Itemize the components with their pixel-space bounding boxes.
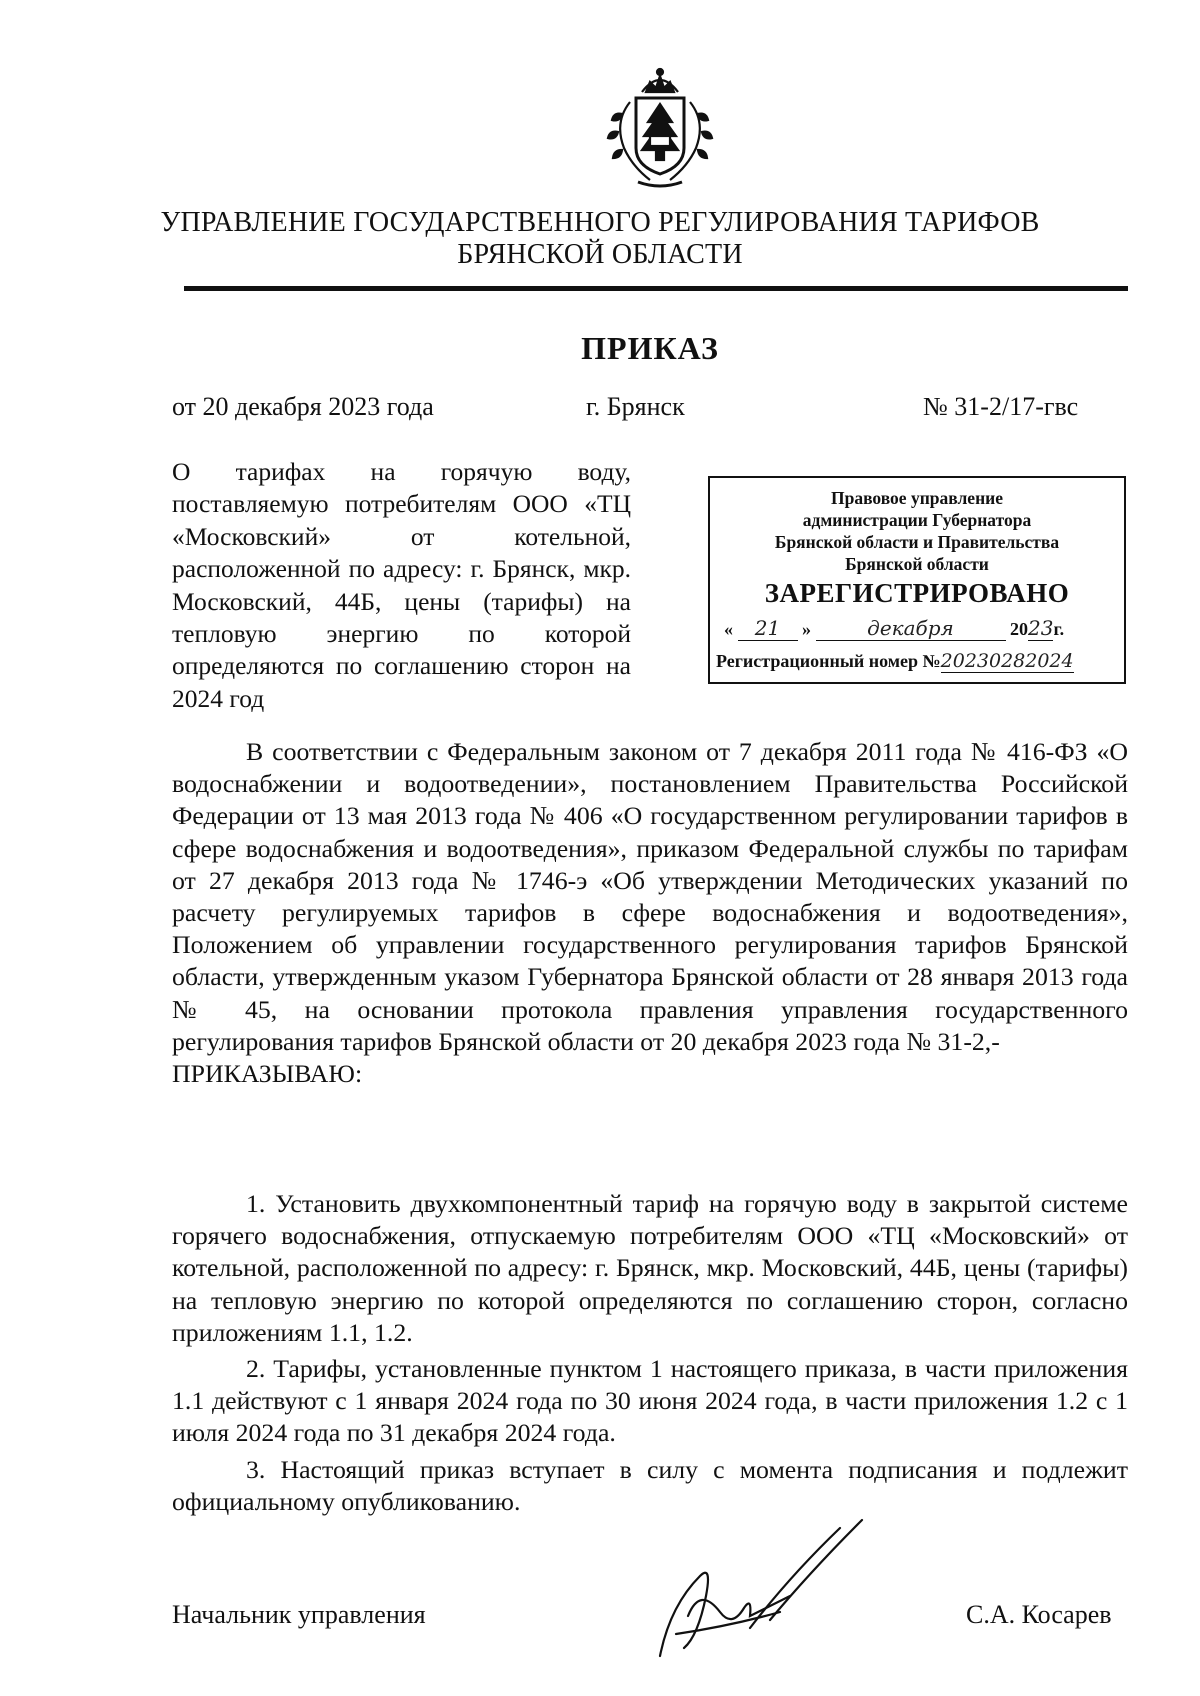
order-item: 2. Тарифы, установленные пунктом 1 настоящего приказа, в части приложения 1.1 действуют с 1 января 2024 года по 30 июня 2024 года, в части приложения 1.2 с 1 июля 2024 года по 31 декабря 2024 года.: [172, 1354, 1128, 1448]
document-body: [172, 736, 1128, 1090]
stamp-reg-label: Регистрационный номер №: [716, 651, 941, 671]
stamp-year-unit: г.: [1053, 619, 1065, 639]
stamp-year-prefix: 20: [1010, 619, 1028, 639]
header-divider: [184, 286, 1128, 291]
document-city: г. Брянск: [586, 392, 685, 421]
stamp-quote-open: «: [724, 619, 733, 639]
stamp-date: [724, 616, 1116, 646]
stamp-quote-close: »: [802, 619, 811, 639]
stamp-month: декабря: [816, 616, 1006, 641]
preamble-paragraph: В соответствии с Федеральным законом от 7 декабря 2011 года № 416-ФЗ «О водоснабжении и водоотведении», постановлением Правительства Российской Федерации от 13 мая 2013 года № 406 «О государственном регулировании тарифов в сфере водоснабжения и водоотведения», приказом Федеральной службы по тарифам от 27 декабря 2013 года № 1746-э «Об утверждении Методических указаний по расчету регулируемых тарифов в сфере водоснабжения и водоотведения», Положением об управлении государственного регулирования тарифов Брянской области, утвержденным указом Губернатора Брянской области от 28 января 2013 года № 45, на основании протокола правления управления государственного регулирования тарифов Брянской области от 20 декабря 2023 года № 31-2,-: [172, 737, 1128, 1056]
stamp-line: Брянской области: [845, 554, 989, 574]
org-name-line1: УПРАВЛЕНИЕ ГОСУДАРСТВЕННОГО РЕГУЛИРОВАНИЯ ТАРИФОВ: [160, 207, 1040, 238]
signer-position: Начальник управления: [172, 1600, 426, 1629]
registration-stamp: [708, 476, 1126, 684]
document-date: от 20 декабря 2023 года: [172, 392, 434, 421]
org-name-line2: БРЯНСКОЙ ОБЛАСТИ: [457, 239, 743, 270]
stamp-registration: [716, 650, 1120, 672]
stamp-registered: ЗАРЕГИСТРИРОВАНО: [764, 578, 1070, 608]
subject-text: О тарифах на горячую воду, поставляемую потребителям ООО «ТЦ «Московский» от котельной, расположенной по адресу: г. Брянск, мкр. Московский, 44Б, цены (тарифы) на тепловую энергию по которой определяются по соглашению сторон на 2024 год: [172, 457, 631, 713]
document-number: № 31-2/17-гвс: [923, 392, 1079, 421]
coat-of-arms-icon: [598, 62, 722, 194]
order-items: [172, 1184, 1128, 1518]
order-item: 1. Установить двухкомпонентный тариф на горячую воду в закрытой системе горячего водоснабжения, отпускаемую потребителям ООО «ТЦ «Московский» от котельной, расположенной по адресу: г. Брянск, мкр. Московский, 44Б, цены (тарифы) на тепловую энергию по которой определяются по соглашению сторон, согласно приложениям 1.1, 1.2.: [172, 1189, 1128, 1347]
order-word: ПРИКАЗЫВАЮ:: [172, 1059, 363, 1089]
document-subject: [172, 456, 631, 715]
stamp-line: Брянской области и Правительства: [774, 532, 1060, 552]
handwritten-signature-icon: [640, 1516, 900, 1666]
stamp-reg-number: 20230282024: [940, 650, 1074, 672]
stamp-line: Правовое управление: [830, 488, 1004, 508]
order-item: 3. Настоящий приказ вступает в силу с момента подписания и подлежит официальному опубликованию.: [172, 1454, 1128, 1516]
document-title: ПРИКАЗ: [581, 330, 719, 366]
stamp-line: администрации Губернатора: [802, 510, 1032, 530]
signer-name: С.А. Косарев: [966, 1600, 1112, 1629]
stamp-day: 21: [738, 616, 798, 641]
stamp-year-suffix: 23: [1028, 616, 1054, 640]
